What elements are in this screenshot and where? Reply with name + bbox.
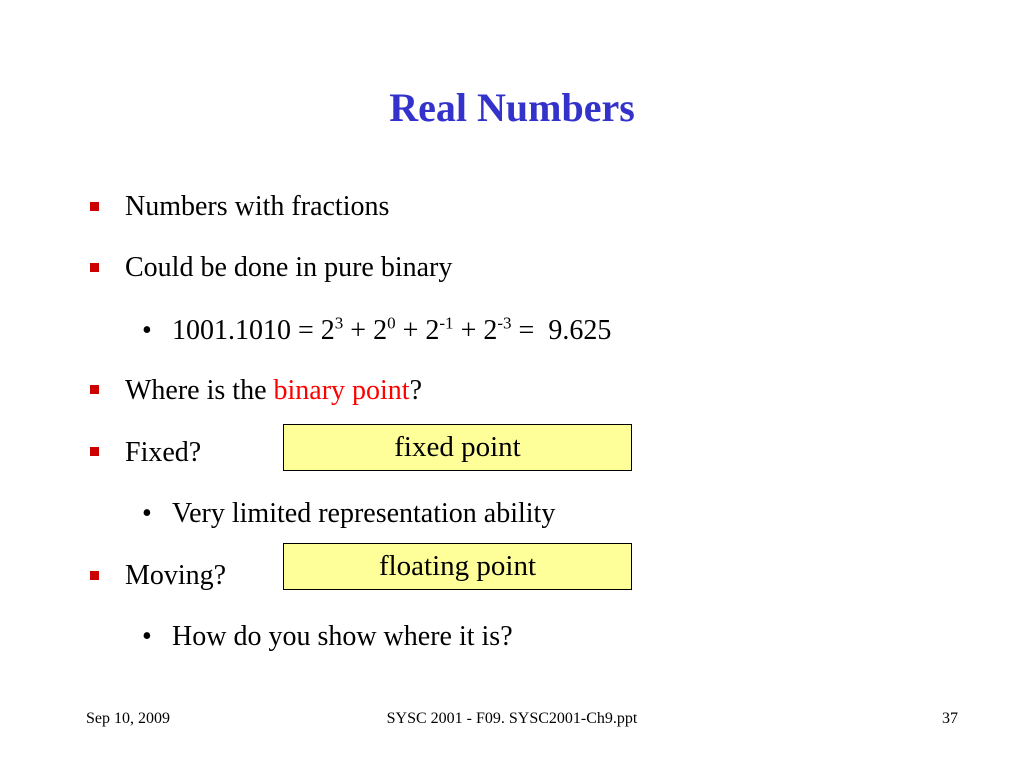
floating-point-box: floating point xyxy=(283,543,632,590)
square-bullet-icon xyxy=(90,571,99,580)
round-bullet-icon: • xyxy=(142,315,152,346)
square-bullet-icon xyxy=(90,263,99,272)
bullet-moving: Moving? xyxy=(125,560,227,591)
footer-date: Sep 10, 2009 xyxy=(86,710,170,727)
highlight-binary-point: binary point xyxy=(273,375,410,406)
round-bullet-icon: • xyxy=(142,498,152,529)
example-plus: + 2 xyxy=(453,315,498,346)
square-bullet-icon xyxy=(90,447,99,456)
example-lhs: 1001.1010 = 2 xyxy=(172,315,335,346)
bullet-text: ? xyxy=(409,375,423,406)
footer-page-number: 37 xyxy=(942,710,958,727)
square-bullet-icon xyxy=(90,385,99,394)
exponent: 3 xyxy=(334,313,344,333)
example-plus: + 2 xyxy=(395,315,440,346)
fixed-point-box: fixed point xyxy=(283,424,632,471)
slide-title: Real Numbers xyxy=(389,85,635,130)
exponent: -1 xyxy=(439,313,454,333)
moving-question: How do you show where it is? xyxy=(172,621,513,652)
round-bullet-icon: • xyxy=(142,621,152,652)
bullet-pure-binary: Could be done in pure binary xyxy=(125,252,453,283)
bullet-text: Where is the xyxy=(125,375,274,406)
exponent: 0 xyxy=(387,313,396,333)
fixed-limitation: Very limited representation ability xyxy=(172,498,556,529)
bullet-fixed: Fixed? xyxy=(125,437,202,468)
binary-example xyxy=(172,314,611,348)
bullet-where-binary-point xyxy=(125,374,422,408)
bullet-numbers-with-fractions: Numbers with fractions xyxy=(125,191,390,222)
square-bullet-icon xyxy=(90,202,99,211)
exponent: -3 xyxy=(497,313,512,333)
example-result: = 9.625 xyxy=(511,315,612,346)
footer-course: SYSC 2001 - F09. SYSC2001-Ch9.ppt xyxy=(386,710,638,727)
example-plus: + 2 xyxy=(343,315,388,346)
